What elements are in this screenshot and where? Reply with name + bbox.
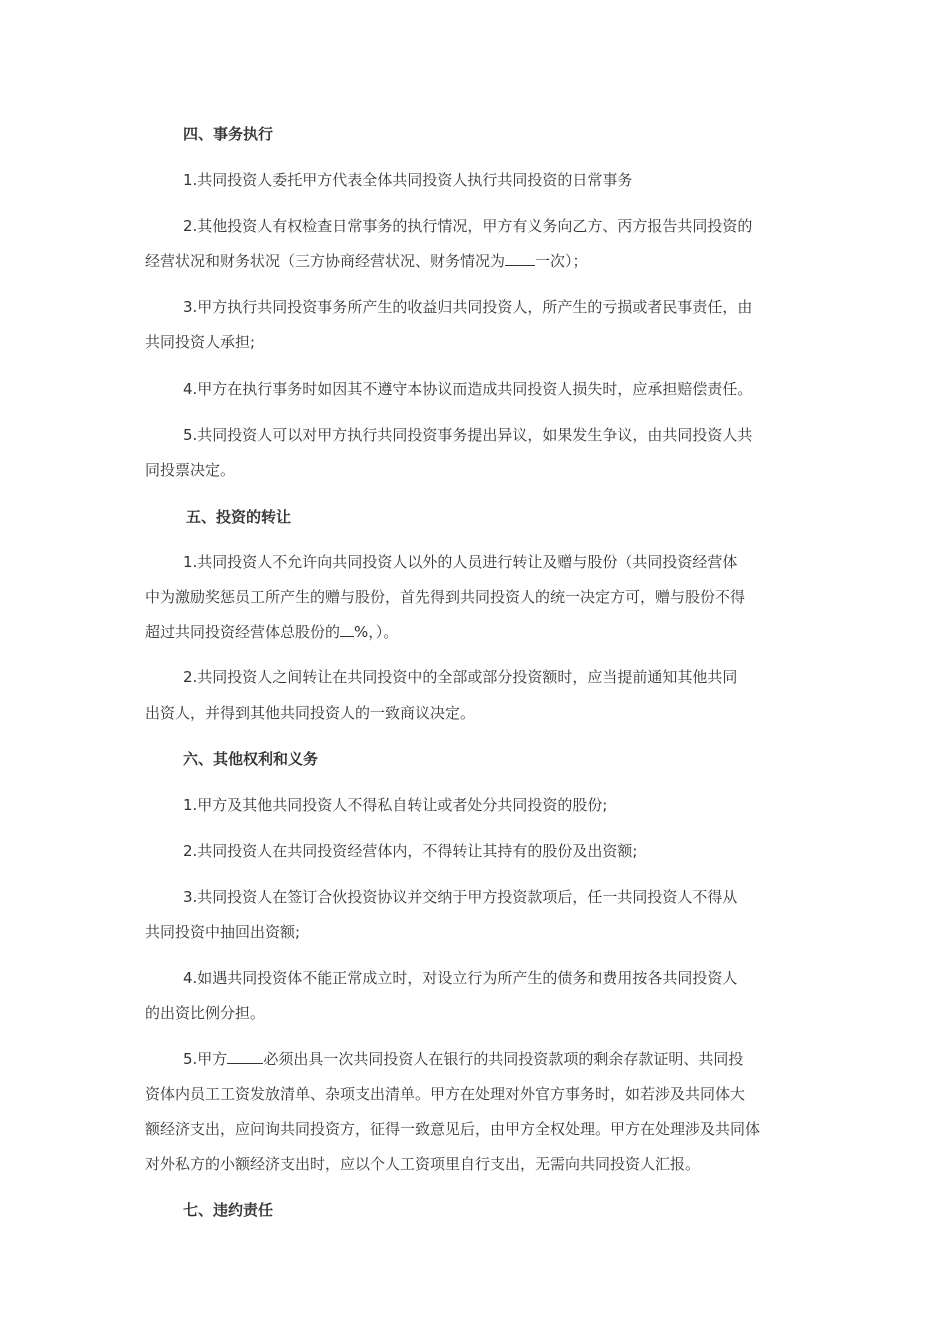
paragraph-text: 5.甲方: [183, 1050, 228, 1068]
paragraph-line: 出资人，并得到其他共同投资人的一致商议决定。: [145, 704, 476, 722]
fill-in-blank: [340, 622, 354, 637]
fill-in-blank: [505, 251, 535, 266]
paragraph-line: 4.甲方在执行事务时如因其不遵守本协议而造成共同投资人损失时，应承担赔偿责任。: [183, 380, 753, 398]
paragraph-line: 中为激励奖惩员工所产生的赠与股份，首先得到共同投资人的统一决定方可，赠与股份不得: [145, 588, 746, 606]
paragraph-text: %，）。: [354, 623, 399, 641]
heading-section-6: 六、其他权利和义务: [183, 750, 319, 768]
fill-in-blank: [227, 1049, 263, 1064]
paragraph-line: 3.共同投资人在签订合伙投资协议并交纳于甲方投资款项后，任一共同投资人不得从: [183, 888, 738, 906]
paragraph-text: 经营状况和财务状况（三方协商经营状况、财务情况为: [145, 252, 506, 270]
paragraph-line: 1.共同投资人不允许向共同投资人以外的人员进行转让及赠与股份（共同投资经营体: [183, 553, 738, 571]
paragraph-line: 对外私方的小额经济支出时，应以个人工资项里自行支出，无需向共同投资人汇报。: [145, 1155, 701, 1173]
paragraph-line: 1.共同投资人委托甲方代表全体共同投资人执行共同投资的日常事务: [183, 171, 633, 189]
paragraph-line: 共同投资人承担;: [145, 333, 256, 351]
heading-section-5: 五、投资的转让: [186, 508, 292, 526]
paragraph-line: 2.其他投资人有权检查日常事务的执行情况，甲方有义务向乙方、丙方报告共同投资的: [183, 217, 753, 235]
heading-section-7: 七、违约责任: [183, 1201, 274, 1219]
heading-section-4: 四、事务执行: [183, 125, 274, 143]
paragraph-text: 超过共同投资经营体总股份的: [145, 623, 341, 641]
paragraph-line: 1.甲方及其他共同投资人不得私自转让或者处分共同投资的股份;: [183, 796, 608, 814]
paragraph-line: 同投票决定。: [145, 461, 236, 479]
paragraph-line-with-blank: [145, 251, 588, 271]
paragraph-line-with-blank: [145, 622, 398, 642]
paragraph-text: 必须出具一次共同投资人在银行的共同投资款项的剩余存款证明、共同投: [263, 1050, 744, 1068]
paragraph-line: 3.甲方执行共同投资事务所产生的收益归共同投资人，所产生的亏损或者民事责任，由: [183, 298, 753, 316]
paragraph-line: 额经济支出，应问询共同投资方，征得一致意见后，由甲方全权处理。甲方在处理涉及共同体: [145, 1120, 761, 1138]
paragraph-line: 4.如遇共同投资体不能正常成立时，对设立行为所产生的债务和费用按各共同投资人: [183, 969, 738, 987]
paragraph-line: 2.共同投资人在共同投资经营体内，不得转让其持有的股份及出资额;: [183, 842, 638, 860]
paragraph-line: 2.共同投资人之间转让在共同投资中的全部或部分投资额时，应当提前通知其他共同: [183, 668, 738, 686]
paragraph-line: 资体内员工工资发放清单、杂项支出清单。甲方在处理对外官方事务时，如若涉及共同体大: [145, 1085, 746, 1103]
paragraph-line: 的出资比例分担。: [145, 1004, 266, 1022]
paragraph-text: 一次）；: [535, 252, 588, 270]
paragraph-line-with-blank: [183, 1049, 743, 1069]
paragraph-line: 共同投资中抽回出资额;: [145, 923, 301, 941]
paragraph-line: 5.共同投资人可以对甲方执行共同投资事务提出异议，如果发生争议，由共同投资人共: [183, 426, 753, 444]
